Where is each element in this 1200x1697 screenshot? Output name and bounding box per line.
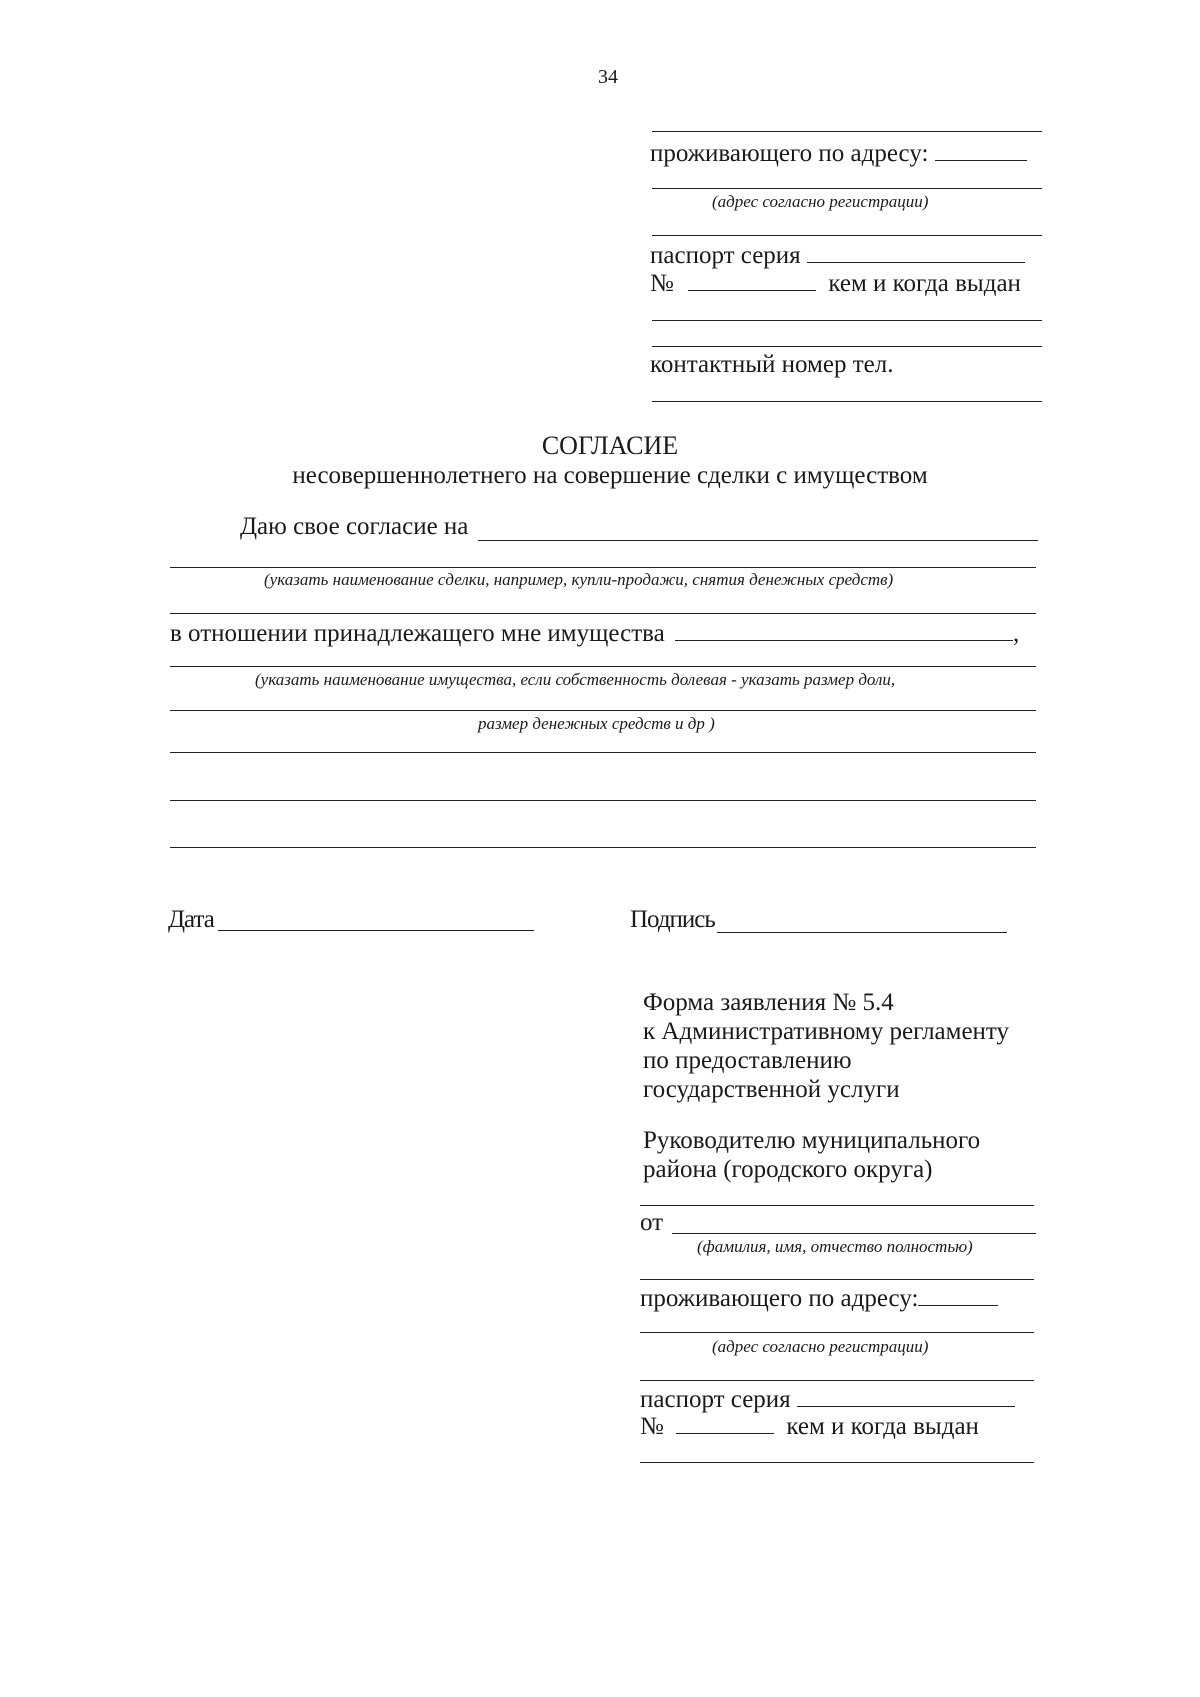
blank-line <box>652 346 1042 347</box>
form-address-label: проживающего по адресу: <box>640 1285 919 1312</box>
form-passport-series-blank[interactable] <box>797 1384 1015 1407</box>
give-consent-label: Даю свое согласие на <box>240 513 469 540</box>
deal-hint: (указать наименование сделки, например, купли-продажи, снятия денежных средств) <box>264 570 894 589</box>
form-passport-label: паспорт серия <box>640 1386 791 1413</box>
blank-line <box>652 235 1042 236</box>
issued-label: кем и когда выдан <box>828 270 1021 297</box>
form-header <box>643 988 1009 1104</box>
address-blank[interactable] <box>935 138 1027 161</box>
addressee-line: района (городского округа) <box>643 1156 933 1183</box>
blank-line <box>652 188 1042 189</box>
page-number: 34 <box>598 66 618 88</box>
blank-line <box>640 1332 1034 1333</box>
blank-line <box>652 320 1042 321</box>
property-row <box>170 618 1019 649</box>
signature-blank[interactable] <box>717 932 1007 933</box>
signature-label: Подпись <box>630 906 715 933</box>
phone-label: контактный номер тел. <box>650 351 894 378</box>
property-hint-1: (указать наименование имущества, если собственность долевая - указать размер доли, <box>255 670 896 689</box>
address-hint: (адрес согласно регистрации) <box>712 192 929 211</box>
form-address-row <box>640 1283 998 1314</box>
blank-line <box>640 1462 1034 1463</box>
blank-line <box>170 710 1036 711</box>
addressee <box>643 1126 980 1184</box>
phone-blank[interactable] <box>652 401 1042 402</box>
give-consent-row <box>240 512 468 542</box>
blank-line <box>170 666 1036 667</box>
passport-number-row <box>650 268 1021 299</box>
blank-line <box>170 613 1036 614</box>
name-hint: (фамилия, имя, отчество полностью) <box>697 1237 973 1256</box>
date-label: Дата <box>168 906 214 933</box>
from-blank[interactable] <box>672 1233 1036 1234</box>
blank-line <box>640 1380 1034 1381</box>
passport-series-row <box>650 240 1025 271</box>
consent-title: СОГЛАСИЕ <box>541 431 679 460</box>
from-row <box>640 1208 663 1238</box>
property-blank[interactable] <box>675 618 1013 641</box>
form-passport-number-row <box>640 1411 979 1442</box>
date-blank[interactable] <box>218 930 534 931</box>
date-row <box>168 905 214 935</box>
from-label: от <box>640 1209 664 1236</box>
form-header-line: Форма заявления № 5.4 <box>643 989 894 1016</box>
form-header-line: по предоставлению <box>643 1047 852 1074</box>
form-issued-label: кем и когда выдан <box>786 1413 979 1440</box>
consent-subtitle: несовершеннолетнего на совершение сделки с имуществом <box>292 462 928 489</box>
address-label <box>650 138 1027 169</box>
form-passport-number-blank[interactable] <box>676 1411 774 1434</box>
blank-line <box>170 800 1036 801</box>
form-address-hint: (адрес согласно регистрации) <box>712 1337 929 1356</box>
form-number-sign: № <box>640 1413 664 1440</box>
form-header-line: к Административному регламенту <box>643 1018 1010 1045</box>
property-hint-2: размер денежных средств и др ) <box>478 714 715 733</box>
blank-line <box>170 567 1036 568</box>
addressee-line: Руководителю муниципального <box>643 1127 981 1154</box>
blank-line <box>170 752 1036 753</box>
form-address-blank[interactable] <box>918 1283 998 1306</box>
number-sign: № <box>650 270 674 297</box>
blank-line <box>170 847 1036 848</box>
signature-row <box>630 905 715 935</box>
blank-line <box>652 131 1042 132</box>
address-label-text: проживающего по адресу: <box>650 140 929 167</box>
blank-line <box>640 1279 1034 1280</box>
addressee-blank[interactable] <box>640 1205 1034 1206</box>
passport-label: паспорт серия <box>650 242 801 269</box>
deal-blank[interactable] <box>478 540 1038 541</box>
property-label: в отношении принадлежащего мне имущества <box>170 620 665 647</box>
passport-number-blank[interactable] <box>688 268 816 291</box>
property-comma: , <box>1012 620 1020 647</box>
passport-series-blank[interactable] <box>807 240 1025 263</box>
form-header-line: государственной услуги <box>643 1076 900 1103</box>
